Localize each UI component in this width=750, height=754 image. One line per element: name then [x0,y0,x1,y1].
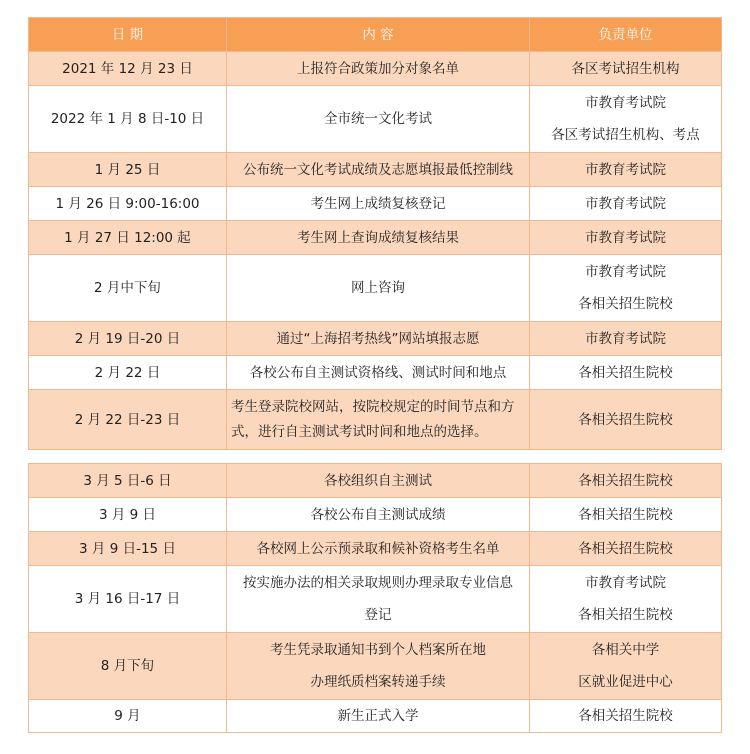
date-cell-text: 2021 年 12 月 23 日 [62,60,193,77]
unit-cell [530,52,722,86]
unit-cell [530,153,722,187]
unit-cell-text: 市教育考试院 [585,575,666,591]
content-cell-text: 新生正式入学 [337,708,419,724]
table-row [29,52,722,86]
date-cell-text: 2 月 19 日-20 日 [74,330,181,347]
table-header-row [29,18,722,52]
table-row [29,221,722,255]
content-cell [227,356,530,390]
content-cell-text: 各校公布自主测试成绩 [310,506,446,523]
content-cell [227,86,530,153]
date-cell-text: 2 月 22 日-23 日 [74,411,181,428]
date-cell [29,464,227,498]
content-cell [227,255,530,322]
unit-cell-text: 各区考试招生机构 [571,60,680,77]
table-row [29,187,722,221]
date-cell-text: 9 月 [114,708,141,724]
unit-cell [530,187,722,221]
content-cell [227,153,530,187]
date-cell-text: 3 月 16 日-17 日 [74,591,181,607]
unit-cell [530,633,722,700]
content-cell [227,532,530,566]
date-cell [29,187,227,221]
date-cell [29,52,227,86]
unit-cell-text: 各相关招生院校 [578,708,673,724]
date-cell [29,390,227,450]
table-row [29,464,722,498]
content-cell [227,700,530,733]
unit-cell-text: 各相关招生院校 [578,411,673,428]
unit-cell [530,532,722,566]
unit-cell [530,221,722,255]
content-cell [227,187,530,221]
schedule-table-part-2 [28,463,722,733]
date-cell-text: 3 月 9 日-15 日 [79,540,176,557]
content-cell-text: 办理纸质档案转递手续 [310,674,446,690]
date-cell-text: 1 月 26 日 9:00-16:00 [55,195,200,212]
content-cell-text: 网上咨询 [351,280,405,296]
content-cell [227,322,530,356]
date-cell-text: 2022 年 1 月 8 日-10 日 [50,111,205,127]
table-row [29,633,722,700]
content-cell-text: 公布统一文化考试成绩及志愿填报最低控制线 [243,161,513,178]
unit-cell-text: 各相关招生院校 [578,540,673,557]
content-cell [227,566,530,633]
schedule-table-part-1 [28,17,722,450]
content-cell-text: 上报符合政策加分对象名单 [297,60,459,77]
unit-cell-text: 各相关招生院校 [578,607,673,623]
content-cell-text: 考生网上成绩复核登记 [310,195,446,212]
content-cell-text: 按实施办法的相关录取规则办理录取专业信息 [243,575,513,591]
table-row [29,322,722,356]
date-cell [29,221,227,255]
date-cell [29,322,227,356]
unit-cell [530,390,722,450]
content-cell-text: 各校组织自主测试 [324,472,432,489]
header-content: 内 容 [227,18,530,52]
table-row [29,566,722,633]
unit-cell-text: 市教育考试院 [585,95,666,111]
date-cell-text: 1 月 25 日 [94,161,161,178]
unit-cell [530,498,722,532]
content-cell-text: 登记 [364,607,392,623]
date-cell [29,255,227,322]
content-cell-text: 全市统一文化考试 [324,111,432,127]
unit-cell [530,322,722,356]
date-cell-text: 1 月 27 日 12:00 起 [64,229,191,246]
content-cell [227,464,530,498]
table-row [29,86,722,153]
unit-cell-text: 各相关中学 [591,642,660,658]
table-row [29,255,722,322]
unit-cell [530,464,722,498]
unit-cell-text: 市教育考试院 [585,264,666,280]
date-cell-text: 2 月中下旬 [94,280,161,296]
date-cell [29,566,227,633]
content-cell [227,52,530,86]
content-cell-text: 考生网上查询成绩复核结果 [297,229,459,246]
date-cell [29,532,227,566]
date-cell [29,356,227,390]
table-row [29,153,722,187]
date-cell [29,498,227,532]
unit-cell [530,356,722,390]
unit-cell-text: 区就业促进中心 [578,674,673,690]
unit-cell-text: 市教育考试院 [585,330,666,347]
table-row [29,356,722,390]
unit-cell [530,566,722,633]
table-row [29,700,722,733]
content-cell [227,633,530,700]
table-row [29,390,722,450]
unit-cell [530,255,722,322]
content-cell-text: 考生凭录取通知书到个人档案所在地 [270,642,486,658]
unit-cell-text: 各相关招生院校 [578,364,673,381]
unit-cell-text: 市教育考试院 [585,195,666,212]
date-cell-text: 8 月下旬 [100,658,155,674]
content-cell-text: 考生登录院校网站，按院校规定的时间节点和方式，进行自主测试考试时间和地点的选择。 [231,398,515,440]
content-cell [227,498,530,532]
unit-cell-text: 各相关招生院校 [578,506,673,523]
table-row [29,498,722,532]
header-date: 日 期 [29,18,227,52]
unit-cell-text: 各相关招生院校 [578,296,673,312]
unit-cell-text: 市教育考试院 [585,161,666,178]
header-unit: 负责单位 [530,18,722,52]
date-cell-text: 3 月 9 日 [98,506,157,523]
unit-cell [530,700,722,733]
table-row [29,532,722,566]
unit-cell-text: 市教育考试院 [585,229,666,246]
content-cell [227,390,530,450]
date-cell [29,153,227,187]
date-cell-text: 3 月 5 日-6 日 [83,472,172,489]
content-cell [227,221,530,255]
date-cell-text: 2 月 22 日 [94,364,161,381]
content-cell-text: 各校公布自主测试资格线、测试时间和地点 [249,364,507,381]
unit-cell-text: 各相关招生院校 [578,472,673,489]
content-cell-text: 通过“上海招考热线”网站填报志愿 [276,330,480,347]
unit-cell [530,86,722,153]
date-cell [29,700,227,733]
date-cell [29,633,227,700]
unit-cell-text: 各区考试招生机构、考点 [551,127,700,143]
content-cell-text: 各校网上公示预录取和候补资格考生名单 [256,540,500,557]
date-cell [29,86,227,153]
